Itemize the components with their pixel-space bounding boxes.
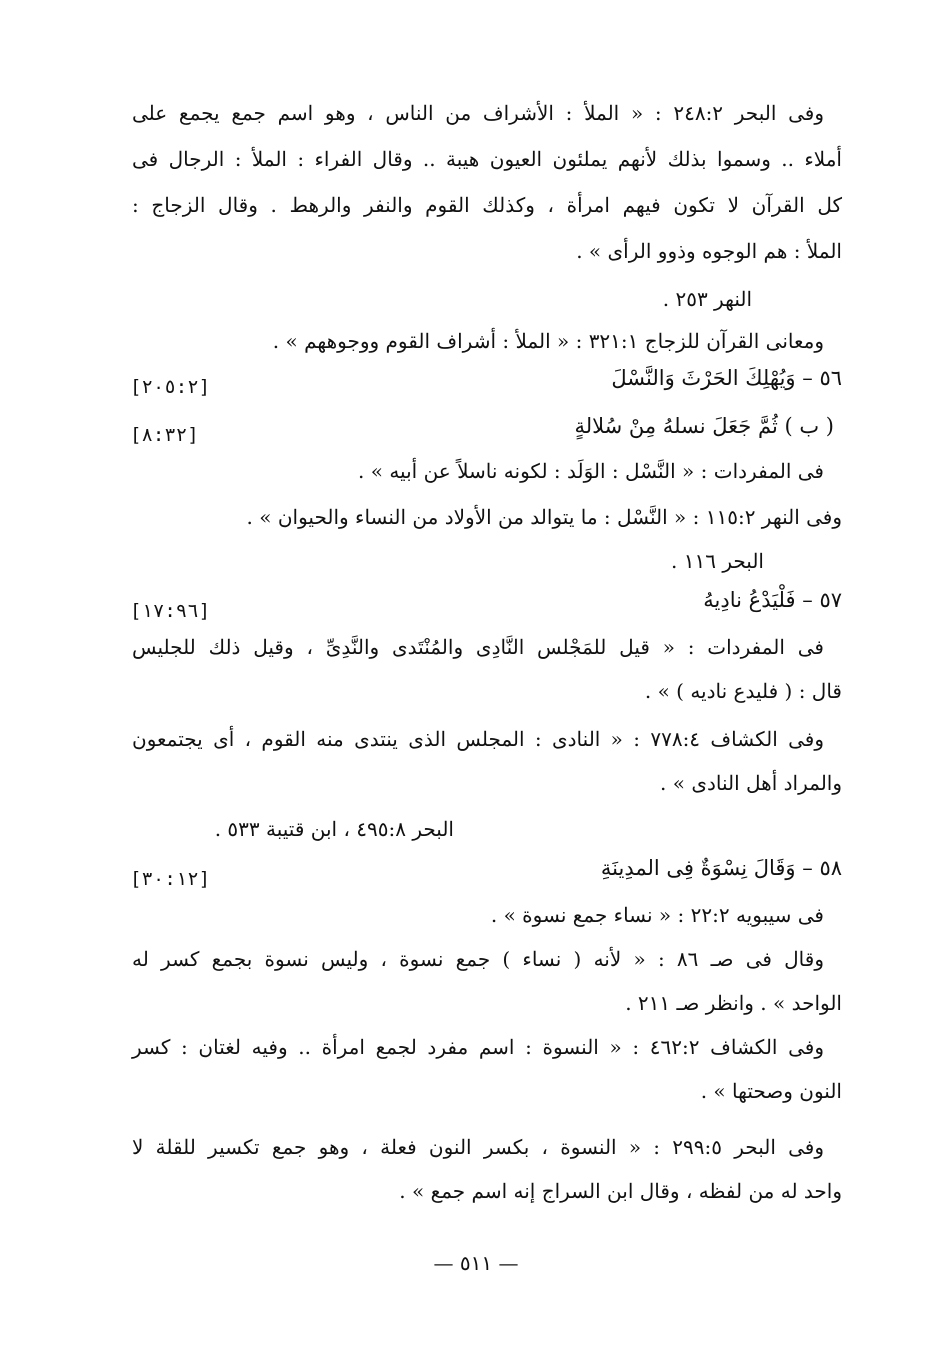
text-line: وفى البحر ٢٩٩:٥ : « النسوة ، بكسر النون فعلة ، وهو جمع تكسير للقلة لا [132, 1135, 825, 1159]
page-number: — ٥١١ — [433, 1251, 519, 1275]
entry-number: ٥٧ – [802, 588, 842, 612]
text-line: وفى الكشاف ٧٧٨:٤ : « النادى : المجلس الذى ينتدى منه القوم ، أى يجتمعون [132, 727, 824, 751]
quran-verse: فَلْيَدْعُ نادِيهُ [703, 588, 796, 612]
entry-number: ٥٨ – [802, 856, 842, 880]
text-line: وفى الكشاف ٤٦٢:٢ : « النسوة : اسم مفرد لجمع امرأة .. وفيه لغتان : كسر [132, 1035, 825, 1059]
text-line: وقال فى صـ ٨٦ : « لأنه ( نساء ) جمع نسوة ، وليس نسوة بجمع كسر له [132, 947, 824, 971]
entry-heading [601, 852, 842, 884]
verse-reference: [٨:٣٢] [130, 424, 199, 446]
text-line: فى سيبويه ٢٢:٢ : « نساء جمع نسوة » . [490, 903, 824, 927]
entry-number: ٥٦ – [802, 366, 842, 390]
verse-reference: [١٧:٩٦] [130, 600, 211, 622]
text-line: والمراد أهل النادى » . [660, 771, 842, 795]
text-line: ومعانى القرآن للزجاج ٣٢١:١ : « الملأ : أشراف القوم ووجوههم » . [272, 329, 824, 353]
reference-line: البحر ١١٦ . [671, 549, 764, 573]
text-line: النون وصحتها » . [700, 1079, 842, 1103]
entry-heading [703, 584, 842, 616]
entry-heading [574, 410, 834, 442]
entry-number: ( ب ) [784, 414, 834, 438]
entry-heading [611, 362, 842, 394]
text-line: فى المفردات : « قيل للمَجْلس النَّادِى والمُنْتَدى والنَّدِىِّ ، وقيل ذلك للجليس [132, 635, 824, 659]
text-line: واحد له من لفظه ، وقال ابن السراج إنه اسم جمع » . [399, 1179, 842, 1203]
text-line: فى المفردات : « النَّسْل : الوَلَد : لكونه ناسلاً عن أبيه » . [358, 459, 824, 483]
reference-line: النهر ٢٥٣ . [662, 287, 752, 311]
reference-line: البحر ٤٩٥:٨ ، ابن قتيبة ٥٣٣ . [214, 817, 454, 841]
text-line: قال : ( فليدع ناديه ) » . [644, 679, 842, 703]
text-line: وفى البحر ٢٤٨:٢ : « الملأ : الأشراف من الناس ، وهو اسم جمع يجمع على [132, 101, 824, 125]
verse-reference: [٣٠:١٢] [130, 868, 211, 890]
quran-verse: ثُمَّ جَعَلَ نسلهُ مِنْ سُلالةٍ [574, 414, 778, 438]
quran-verse: وَقَالَ نِسْوَةٌ فِى المدِينَةِ [600, 856, 796, 880]
text-line: أملاء .. وسموا بذلك لأنهم يملئون العيون هيبة .. وقال الفراء : الملأ : الرجال فى [132, 147, 842, 171]
text-line: وفى النهر ١١٥:٢ : « النَّسْل : ما يتوالد من الأولاد من النساء والحيوان » . [246, 505, 842, 529]
text-line: كل القرآن لا تكون فيهم امرأة ، وكذلك القوم والنفر والرهط . وقال الزجاج : [132, 193, 842, 217]
quran-verse: وَيُهْلِكَ الحَرْثَ وَالنَّسْلَ [611, 366, 796, 390]
text-line: الملأ : هم الوجوه وذوو الرأى » . [576, 239, 842, 263]
text-line: الواحد » . وانظر صـ ٢١١ . [625, 991, 842, 1015]
verse-reference: [٢٠٥:٢] [130, 376, 211, 398]
